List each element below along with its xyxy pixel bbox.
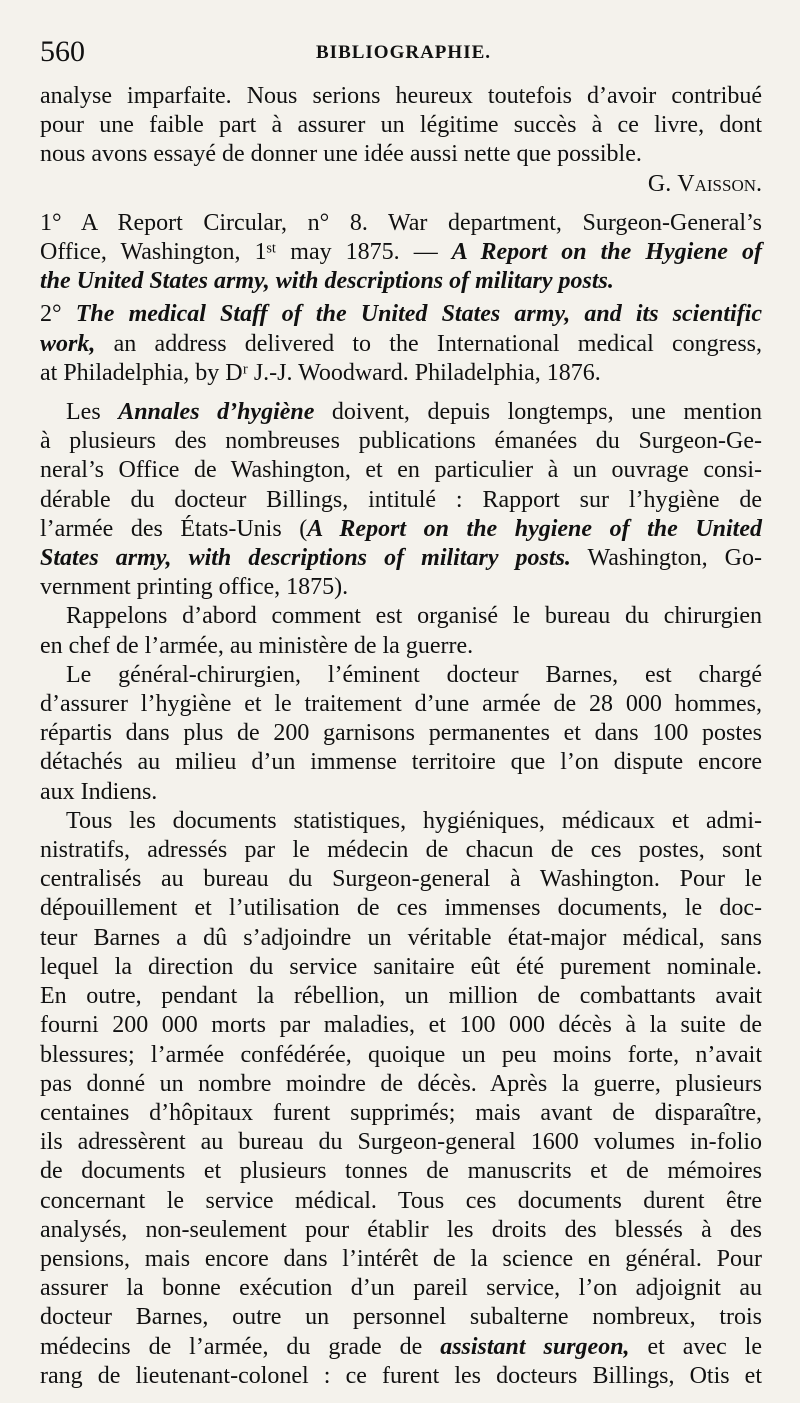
ref-text: Office, Washington, 1ˢᵗ may 1875. — bbox=[40, 239, 452, 266]
ref-text: an address delivered to the International medical congress, bbox=[95, 330, 762, 357]
signature-name: Vaisson. bbox=[677, 170, 762, 197]
text-run: et avec le bbox=[629, 1333, 763, 1360]
text-line: rang de lieutenant-colonel : ce furent les docteurs Billings, Otis et bbox=[40, 1362, 762, 1389]
ref-title: work, bbox=[40, 330, 96, 357]
text-line: ils adressèrent au bureau du Surgeon-general 1600 volumes in-folio bbox=[40, 1129, 762, 1156]
text-line: centralisés au bureau du Surgeon-general à Washington. Pour le bbox=[40, 866, 762, 893]
text-line bbox=[40, 398, 762, 427]
paragraph-4 bbox=[40, 807, 762, 1391]
text-line bbox=[40, 300, 762, 329]
text-run: Washington, Go- bbox=[570, 545, 762, 572]
text-line: Tous les documents statistiques, hygiéniques, médicaux et admi- bbox=[66, 807, 762, 834]
paragraph-1 bbox=[40, 398, 762, 602]
page-header bbox=[40, 32, 760, 72]
ref-number: 2° bbox=[40, 301, 76, 328]
ref-title: the United States army, with descriptions of military posts. bbox=[40, 268, 614, 295]
text-line: concernant le service médical. Tous ces documents durent être bbox=[40, 1187, 762, 1214]
text-line: fourni 200 000 morts par maladies, et 100 000 décès à la suite de bbox=[40, 1012, 762, 1039]
text-line: pas donné un nombre moindre de décès. Après la guerre, plusieurs bbox=[40, 1070, 762, 1097]
signature-initial: G. bbox=[647, 170, 672, 197]
text-line: répartis dans plus de 200 garnisons permanentes et dans 100 postes bbox=[40, 720, 762, 747]
text-line: en chef de l’armée, au ministère de la guerre. bbox=[40, 632, 474, 659]
text-line: aux Indiens. bbox=[40, 778, 158, 805]
running-title: BIBLIOGRAPHIE. bbox=[316, 42, 492, 63]
text-line: nistratifs, adressés par le médecin de chacun de ces postes, sont bbox=[40, 837, 762, 864]
page-body bbox=[40, 82, 762, 1391]
paragraph-3 bbox=[40, 661, 762, 807]
text-line: d’assurer l’hygiène et le traitement d’une armée de 28 000 hommes, bbox=[40, 691, 762, 718]
book-title: States army, with descriptions of military posts. bbox=[40, 545, 571, 572]
text-run: doivent, depuis longtemps, une mention bbox=[314, 399, 763, 426]
ref-title: The medical Staff of the United States army, and its scientific bbox=[75, 301, 762, 328]
text-line: pour une faible part à assurer un légitime succès à ce livre, dont bbox=[40, 112, 762, 139]
journal-title: Annales d’hygiène bbox=[118, 399, 315, 426]
page-number: 560 bbox=[40, 35, 85, 68]
signature bbox=[40, 170, 762, 199]
text-line: de documents et plusieurs tonnes de manuscrits et de mémoires bbox=[40, 1158, 762, 1185]
text-line: détachés au milieu d’un immense territoire que l’on dispute encore bbox=[40, 749, 762, 776]
text-line: En outre, pendant la rébellion, un million de combattants avait bbox=[40, 983, 762, 1010]
text-line: analyse imparfaite. Nous serions heureux toutefois d’avoir contribué bbox=[40, 83, 762, 109]
rank-title: assistant surgeon, bbox=[440, 1333, 630, 1360]
text-line: centaines d’hôpitaux furent supprimés; mais avant de disparaître, bbox=[40, 1099, 762, 1126]
text-line: pensions, mais encore dans l’intérêt de la science en général. Pour bbox=[40, 1245, 762, 1272]
text-line bbox=[40, 330, 762, 359]
text-line: teur Barnes a dû s’adjoindre un véritable état-major médical, sans bbox=[40, 924, 762, 951]
text-line: Rappelons d’abord comment est organisé le bureau du chirurgien bbox=[66, 603, 762, 630]
text-line bbox=[40, 515, 762, 544]
text-line: dépouillement et l’utilisation de ces immenses documents, le doc- bbox=[40, 895, 762, 922]
text-line: blessures; l’armée confédérée, quoique un peu moins forte, n’avait bbox=[40, 1041, 762, 1068]
text-line: lequel la direction du service sanitaire eût été purement nominale. bbox=[40, 953, 762, 980]
text-line: à plusieurs des nombreuses publications émanées du Surgeon-Ge- bbox=[40, 428, 762, 455]
paragraph-2 bbox=[40, 602, 762, 660]
reference-2 bbox=[40, 300, 762, 388]
text-line: at Philadelphia, by Dʳ J.-J. Woodward. Philadelphia, 1876. bbox=[40, 359, 601, 386]
text-line: docteur Barnes, outre un personnel subalterne nombreux, trois bbox=[40, 1304, 762, 1331]
text-line: nous avons essayé de donner une idée aussi nette que possible. bbox=[40, 141, 642, 168]
text-line bbox=[40, 544, 762, 573]
text-run: l’armée des États-Unis ( bbox=[40, 515, 308, 542]
text-run: médecins de l’armée, du grade de bbox=[40, 1333, 441, 1360]
intro-paragraph bbox=[40, 82, 762, 170]
text-line bbox=[40, 1333, 762, 1362]
book-title: A Report on the hygiene of the United bbox=[307, 515, 762, 542]
ref-title: A Report on the Hygiene of bbox=[451, 239, 762, 266]
text-line bbox=[40, 238, 762, 267]
text-run: Les bbox=[66, 399, 119, 426]
text-line: Le général-chirurgien, l’éminent docteur Barnes, est chargé bbox=[66, 661, 762, 688]
text-line: analysés, non-seulement pour établir les droits des blessés à des bbox=[40, 1216, 762, 1243]
text-line: neral’s Office de Washington, et en particulier à un ouvrage consi- bbox=[40, 457, 762, 484]
text-line: dérable du docteur Billings, intitulé : Rapport sur l’hygiène de bbox=[40, 486, 762, 513]
reference-1 bbox=[40, 209, 762, 297]
text-line: 1° A Report Circular, n° 8. War department, Surgeon-General’s bbox=[40, 209, 762, 236]
text-line: assurer la bonne exécution d’un pareil service, l’on adjoignit au bbox=[40, 1275, 762, 1302]
text-line: vernment printing office, 1875). bbox=[40, 574, 349, 601]
